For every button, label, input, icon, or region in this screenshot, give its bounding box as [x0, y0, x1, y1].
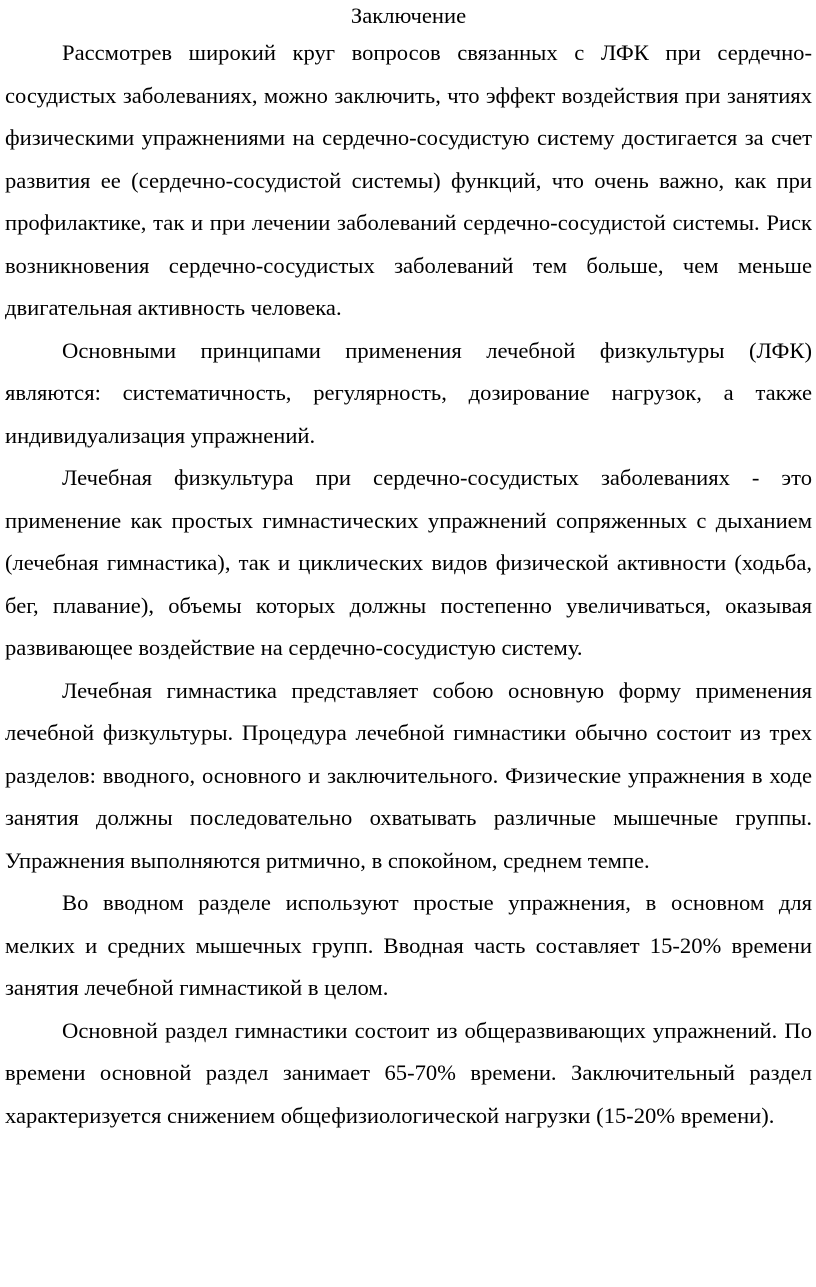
paragraph-introductory-section: Во вводном разделе используют простые упражнения, в основном для мелких и средних мышечных групп. Вводная часть составляет 15-20% времени занятия лечебной гимнастикой в целом.	[5, 890, 812, 1000]
document-title: Заключение	[350, 3, 467, 28]
paragraph-therapeutic-gymnastics: Лечебная гимнастика представляет собою основную форму применения лечебной физкультуры. Процедура лечебной гимнастики обычно состоит из трех разделов: вводного, основного и заключительного. Физические упражнения в ходе занятия должны последовательно охватывать различные мышечные группы. Упражнения выполняются ритмично, в спокойном, среднем темпе.	[5, 677, 812, 873]
paragraph-conclusion-intro: Рассмотрев широкий круг вопросов связанных с ЛФК при сердечно-сосудистых заболеваниях, можно заключить, что эффект воздействия при занятиях физическими упражнениями на сердечно-сосудистую систему достигается за счет развития ее (сердечно-сосудистой системы) функций, что очень важно, как при профилактике, так и при лечении заболеваний сердечно-сосудистой системы. Риск возникновения сердечно-сосудистых заболеваний тем больше, чем меньше двигательная активность человека.	[5, 40, 812, 320]
paragraph-exercise-therapy: Лечебная физкультура при сердечно-сосудистых заболеваниях - это применение как простых гимнастических упражнений сопряженных с дыханием (лечебная гимнастика), так и циклических видов физической активности (ходьба, бег, плавание), объемы которых должны постепенно увеличиваться, оказывая развивающее воздействие на сердечно-сосудистую систему.	[5, 465, 812, 660]
paragraph-principles: Основными принципами применения лечебной физкультуры (ЛФК) являются: систематичность, регулярность, дозирование нагрузок, а также индивидуализация упражнений.	[5, 337, 812, 448]
paragraph-main-section: Основной раздел гимнастики состоит из общеразвивающих упражнений. По времени основной раздел занимает 65-70% времени. Заключительный раздел характеризуется снижением общефизиологической нагрузки (15-20% времени).	[5, 1017, 812, 1128]
